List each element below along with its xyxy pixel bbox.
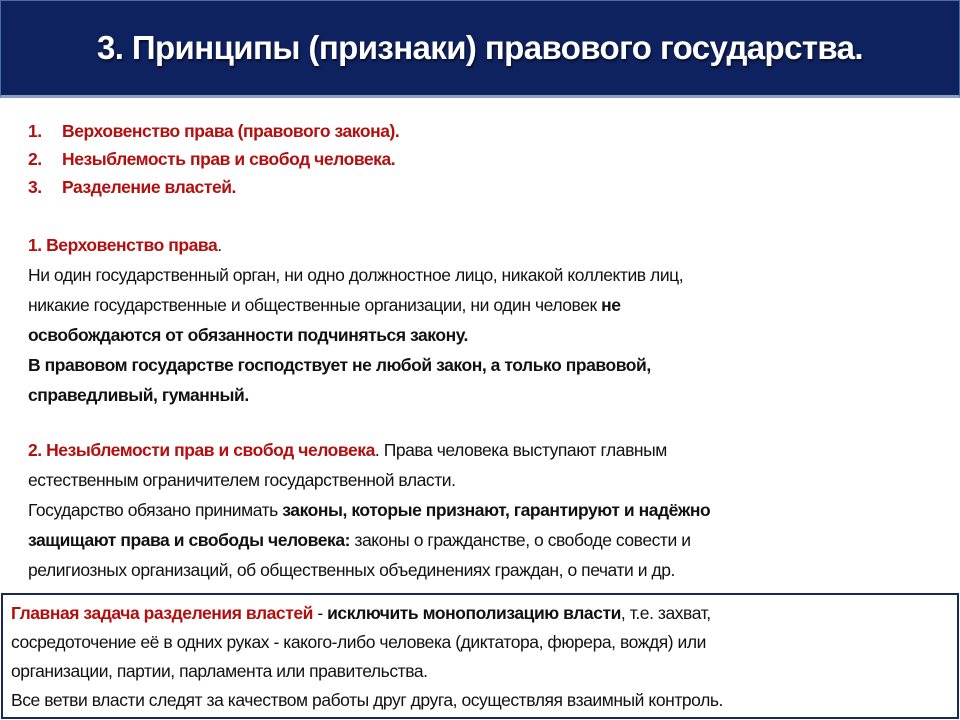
list-number: 1. bbox=[28, 121, 42, 141]
slide-title: 3. Принципы (признаки) правового государства. bbox=[96, 29, 863, 66]
section-heading: 1. Верховенство права bbox=[28, 235, 218, 255]
slide-header bbox=[0, 0, 960, 98]
list-number: 2. bbox=[28, 149, 42, 169]
bold-text: защищают права и свободы человека: bbox=[28, 530, 350, 550]
section-rule-of-law bbox=[28, 230, 683, 410]
list-number: 3. bbox=[28, 177, 42, 197]
list-item bbox=[28, 117, 399, 145]
list-text: Разделение властей. bbox=[62, 177, 236, 197]
paragraph-line: В правовом государстве господствует не любой закон, а только правовой, bbox=[28, 355, 651, 375]
bold-text: законы, которые признают, гарантируют и надёжно bbox=[282, 500, 711, 520]
bold-text: исключить монополизацию власти bbox=[327, 603, 621, 623]
text: никакие государственные и общественные организации, ни один человек bbox=[28, 295, 602, 315]
box-heading: Главная задача разделения властей bbox=[11, 603, 313, 623]
list-item bbox=[28, 173, 399, 201]
paragraph-line: освобождаются от обязанности подчиняться закону. bbox=[28, 325, 468, 345]
text: . Права человека выступают главным bbox=[374, 440, 667, 460]
text: законы о гражданстве, о свободе совести и bbox=[350, 530, 691, 550]
list-text: Верховенство права (правового закона). bbox=[62, 121, 400, 141]
paragraph-line: организации, партии, парламента или правительства. bbox=[11, 661, 428, 681]
list-text: Незыблемость прав и свобод человека. bbox=[62, 149, 396, 169]
section-heading: 2. Незыблемости прав и свобод человека bbox=[28, 440, 375, 460]
list-item bbox=[28, 145, 399, 173]
principles-list bbox=[28, 117, 399, 201]
paragraph-line: справедливый, гуманный. bbox=[28, 385, 249, 405]
text: , т.е. захват, bbox=[620, 603, 711, 623]
separation-of-powers-box bbox=[1, 593, 959, 719]
paragraph-line: естественным ограничителем государственной власти. bbox=[28, 470, 456, 490]
text: . bbox=[217, 235, 222, 255]
paragraph-line: Ни один государственный орган, ни одно должностное лицо, никакой коллектив лиц, bbox=[28, 265, 684, 285]
text: Государство обязано принимать bbox=[28, 500, 283, 520]
paragraph-line: сосредоточение её в одних руках - какого-либо человека (диктатора, фюрера, вождя) или bbox=[11, 632, 706, 652]
section-human-rights bbox=[28, 435, 710, 585]
paragraph-line: Все ветви власти следят за качеством работы друг друга, осуществляя взаимный контроль. bbox=[11, 690, 723, 710]
text: - bbox=[312, 603, 328, 623]
bold-text: не bbox=[601, 295, 621, 315]
paragraph-line: религиозных организаций, об общественных объединениях граждан, о печати и др. bbox=[28, 560, 675, 580]
